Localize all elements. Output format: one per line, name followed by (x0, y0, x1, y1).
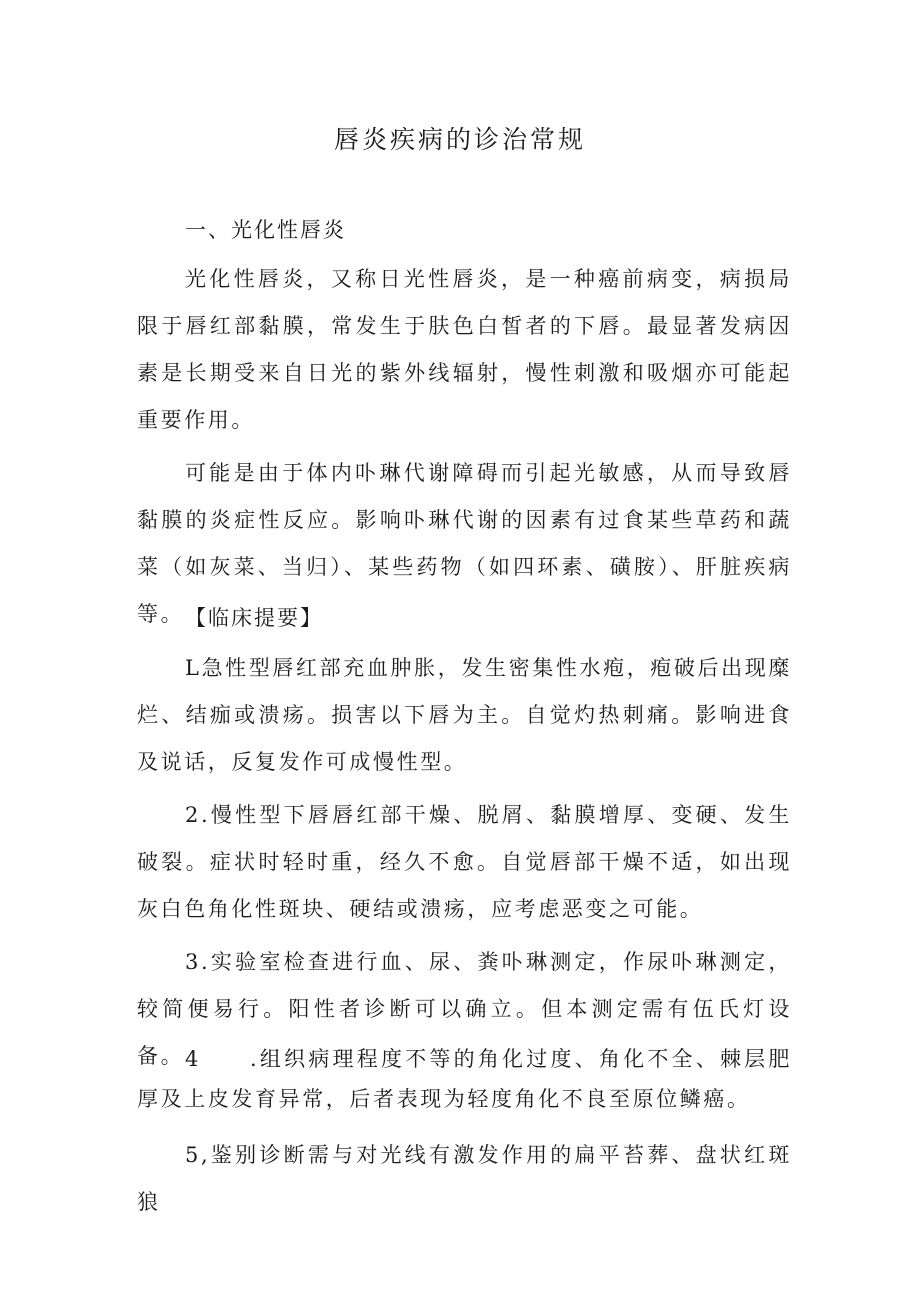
clinical-item-2: 2.慢性型下唇唇红部干燥、脱屑、黏膜增厚、变硬、发生破裂。症状时轻时重，经久不愈。自觉唇部干燥不适，如出现灰白色角化性斑块、硬结或溃疡，应考虑恶变之可能。 (137, 803, 792, 921)
clinical-summary-label: 【临床提要】 (185, 606, 323, 630)
clinical-item-3: 3.实验室检查进行血、尿、粪卟琳测定，作尿卟琳测定，较简便易行。阳性者诊断可以确立。但本测定需有伍氏灯设备。 (137, 950, 792, 1068)
paragraph-definition: 光化性唇炎，又称日光性唇炎，是一种癌前病变，病损局限于唇红部黏膜，常发生于肤色白皙者的下唇。最显著发病因素是长期受来自日光的紫外线辐射，慢性刺激和吸烟亦可能起重要作用。 (137, 267, 792, 432)
paragraph-etiology: 可能是由于体内卟琳代谢障碍而引起光敏感，从而导致唇黏膜的炎症性反应。影响卟琳代谢的因素有过食某些草药和蔬菜（如灰菜、当归）、某些药物（如四环素、磺胺）、肝脏疾病等。 (137, 461, 792, 626)
section-heading: 一、光化性唇炎 (185, 218, 346, 242)
document-title: 唇炎疾病的诊治常规 (333, 125, 586, 154)
clinical-item-1: L急性型唇红部充血肿胀，发生密集性水疱，疱破后出现糜烂、结痂或溃疡。损害以下唇为主。自觉灼热刺痛。影响进食及说话，反复发作可成慢性型。 (137, 656, 792, 774)
clinical-item-5: 5,鉴别诊断需与对光线有激发作用的扁平苔葬、盘状红斑狼 (137, 1143, 792, 1214)
clinical-item-4: 4 .组织病理程度不等的角化过度、角化不全、棘层肥厚及上皮发育异常，后者表现为轻度角化不良至原位鳞癌。 (137, 1047, 792, 1111)
